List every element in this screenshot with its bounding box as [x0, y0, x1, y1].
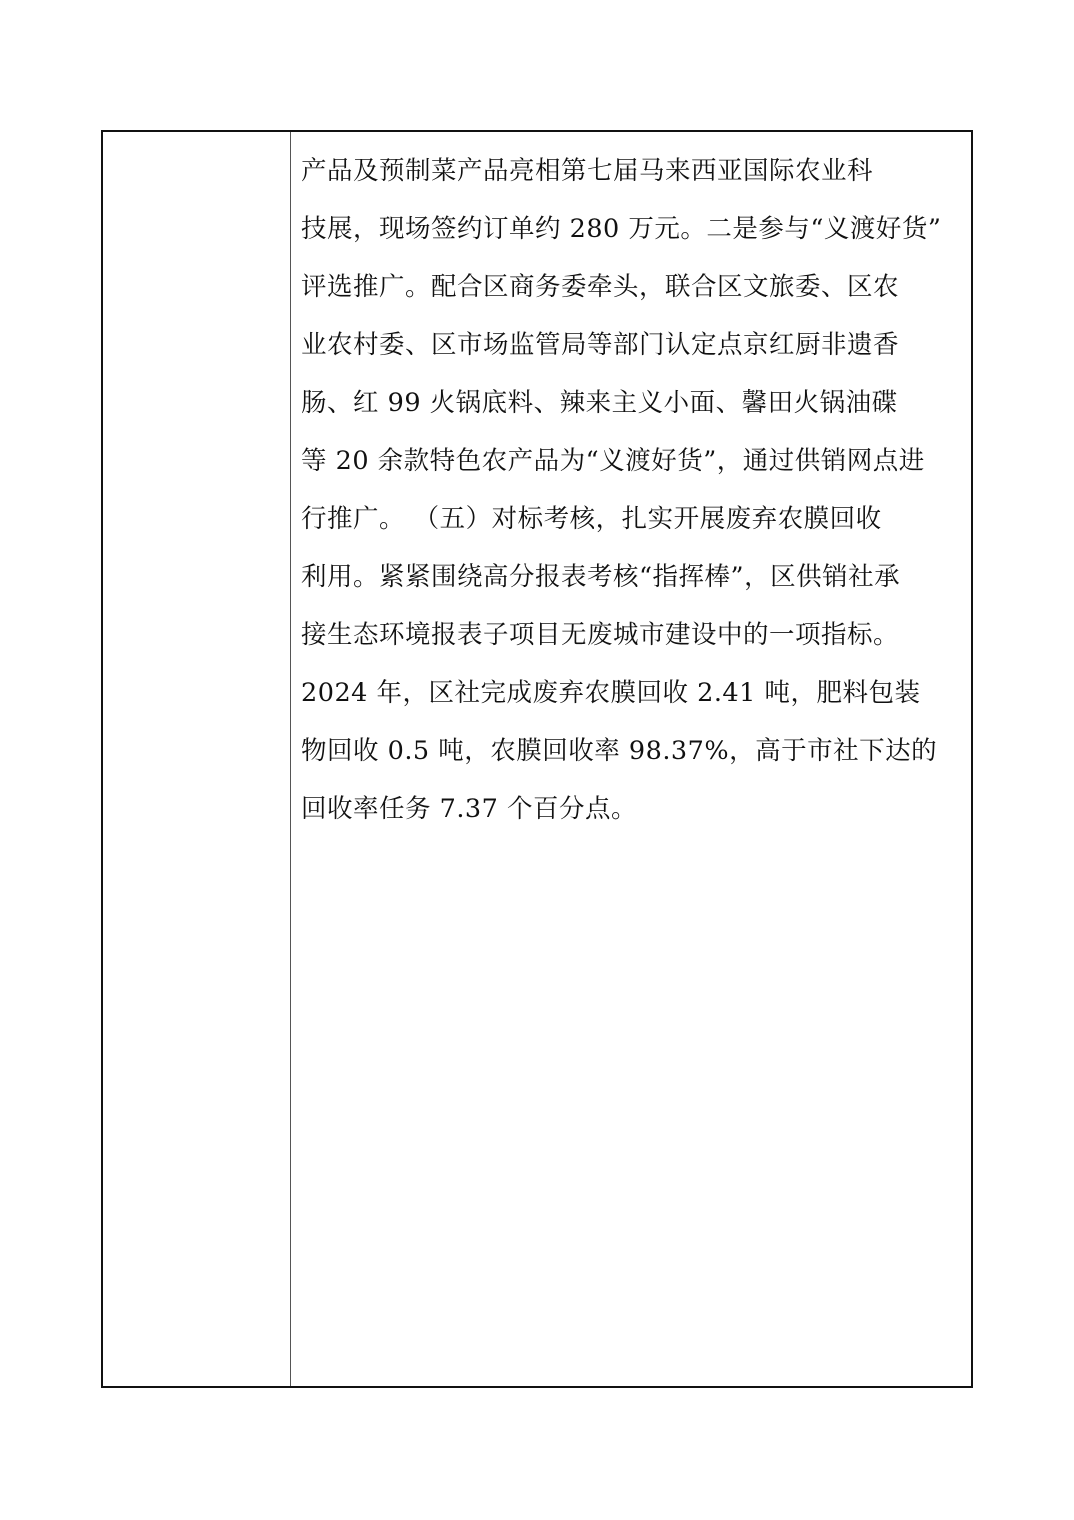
- text-line: 产品及预制菜产品亮相第七届马来西亚国际农业科: [301, 156, 874, 186]
- text-line: 物回收 0.5 吨，农膜回收率 98.37%，高于市社下达的: [301, 736, 938, 766]
- table-left-cell: [103, 132, 291, 1386]
- text-line: 接生态环境报表子项目无废城市建设中的一项指标。: [301, 620, 900, 650]
- text-line: 评选推广。配合区商务委牵头，联合区文旅委、区农: [301, 272, 900, 302]
- text-line: 肠、红 99 火锅底料、辣来主义小面、馨田火锅油碟: [301, 388, 898, 418]
- text-line: 技展，现场签约订单约 280 万元。二是参与“义渡好货”: [301, 214, 942, 244]
- document-table: [101, 130, 973, 1388]
- text-line: 行推广。 （五）对标考核，扎实开展废弃农膜回收: [301, 504, 882, 534]
- text-line: 回收率任务 7.37 个百分点。: [301, 794, 637, 824]
- text-line: 利用。紧紧围绕高分报表考核“指挥棒”，区供销社承: [301, 562, 901, 592]
- table-content-cell: [291, 132, 971, 1386]
- text-line: 等 20 余款特色农产品为“义渡好货”，通过供销网点进: [301, 446, 925, 476]
- text-line: 2024 年，区社完成废弃农膜回收 2.41 吨，肥料包装: [301, 678, 921, 708]
- text-line: 业农村委、区市场监管局等部门认定点京红厨非遗香: [301, 330, 900, 360]
